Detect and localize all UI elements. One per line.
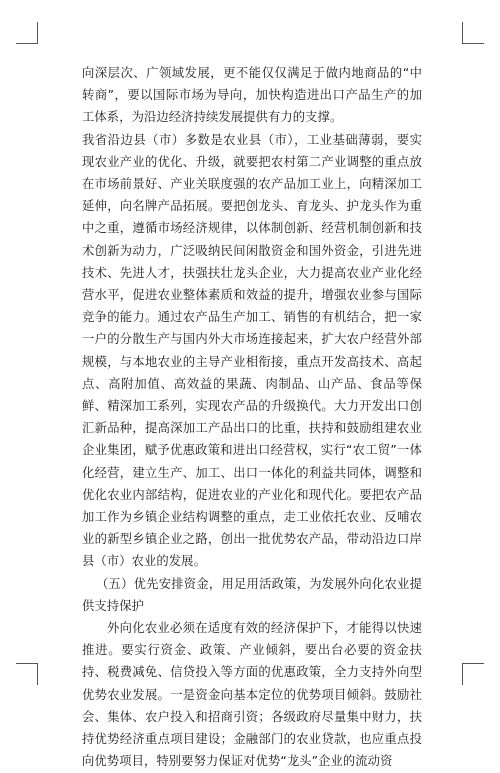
crop-mark-top-right-horizontal	[462, 43, 484, 44]
crop-mark-bottom-left-vertical	[37, 663, 38, 685]
crop-mark-bottom-right-vertical	[462, 663, 463, 685]
crop-mark-bottom-right-horizontal	[462, 663, 484, 664]
paragraph-agriculture-processing: 我省沿边县（市）多数是农业县（市），工业基础薄弱，要实现农业产业的优化、升级，就要把农村第二产业调整的重点放在市场前景好、产业关联度强的农产品加工业上，向精深加工延伸，向名牌产品拓展。要把创龙头、育龙头、护龙头作为重中之重，遵循市场经济规律，以体制创新、经营机制创新和技术创新为动力，广泛吸纳民间闲散资金和国外资金，引进先进技术、先进人才，扶强扶壮龙头企业，大力提高农业产业化经营水平，促进农业整体素质和效益的提升，增强农业参与国际竞争的能力。通过农产品生产加工、销售的有机结合，把一家一户的分散生产与国内外大市场连接起来，扩大农户经营外部规模，与本地农业的主导产业相衔接，重点开发高技术、高起点、高附加值、高效益的果蔬、肉制品、山产品、食品等保鲜、精深加工系列，实现农产品的升级换代。大力开发出口创汇新品种，提高深加工产品出口的比重，扶持和鼓励组建农业企业集团，赋予优惠政策和进出口经营权，实行“农工贸”一体化经营，建立生产、加工、出口一体化的利益共同体，调整和优化农业内部结构，促进农业的产业化和现代化。要把农产品加工作为乡镇企业结构调整的重点，走工业依托农业、反哺农业的新型乡镇企业之路，创出一批优势农产品，带动沿边口岸县（市）农业的发展。	[82, 132, 422, 569]
crop-mark-top-right-vertical	[462, 22, 463, 44]
crop-mark-top-left-vertical	[37, 22, 38, 44]
crop-mark-bottom-left-horizontal	[16, 663, 38, 664]
section-heading-five: （五）优先安排资金，用足用活政策，为发展外向化农业提供支持保护	[82, 576, 422, 613]
paragraph-continuation: 向深层次、广领域发展，更不能仅仅满足于做内地商品的“中转商”，要以国际市场为导向，加快构造进出口产品生产的加工体系，为沿边经济持续发展提供有力的支撑。	[82, 66, 422, 125]
document-body	[82, 62, 422, 773]
crop-mark-top-left-horizontal	[16, 43, 38, 44]
paragraph-funding-policy: 外向化农业必须在适度有效的经济保护下，才能得以快速推进。要实行资金、政策、产业倾斜，要出台必要的资金扶持、税费减免、信贷投入等方面的优惠政策，全力支持外向型优势农业发展。一是资金向基本定位的优势项目倾斜。鼓励社会、集体、农户投入和招商引资；各级政府尽量集中财力，扶持优势经济重点项目建设；金融部门的农业贷款，也应重点投向优势项目，特别要努力保证对优势“龙头”企业的流动资	[82, 621, 422, 769]
